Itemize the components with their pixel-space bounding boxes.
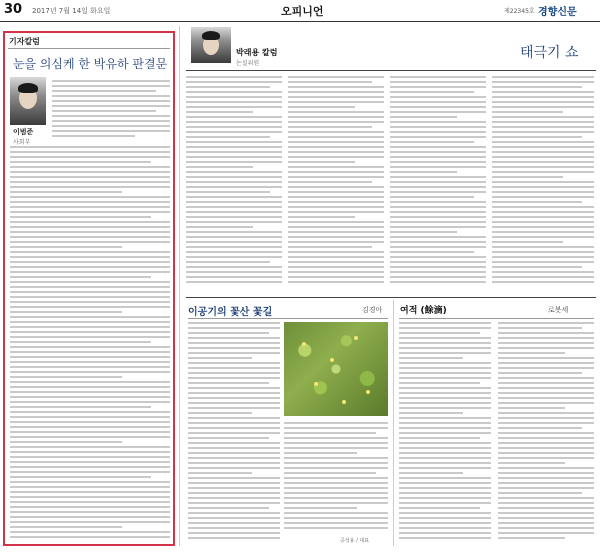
column-headline-right: 태극기 쇼 <box>520 45 579 61</box>
article-body-intro <box>52 80 170 142</box>
author-dept: 사회부 <box>13 139 31 146</box>
yeojeok-text-1 <box>399 322 491 546</box>
columnist-photo <box>191 27 231 63</box>
lower-column-divider <box>393 300 394 546</box>
flower-photo <box>284 322 388 416</box>
essay-text-2 <box>284 422 388 534</box>
article-body <box>10 146 170 540</box>
column-text-3 <box>390 76 486 292</box>
essay-text-1 <box>188 322 280 546</box>
issue-date: 2017년 7월 14일 화요일 <box>32 7 111 15</box>
newspaper-logo: 경향신문 <box>538 7 577 18</box>
label-divider <box>8 48 170 49</box>
columnist-name: 박래용 칼럼 <box>236 48 278 57</box>
yeojeok-title: 로봇세 <box>548 306 569 314</box>
essay-rule <box>188 318 388 319</box>
essay-headline: 이공기의 꽃산 꽃길 <box>188 307 273 318</box>
column-divider <box>179 26 180 546</box>
page-header <box>0 0 600 22</box>
columnist-title: 논설위원 <box>236 60 260 67</box>
author-name: 이범준 <box>13 128 34 136</box>
column-top-rule <box>186 70 596 71</box>
page-number: 30 <box>4 2 23 17</box>
header-divider <box>0 21 600 22</box>
column-text-2 <box>288 76 384 292</box>
mid-section-rule <box>186 297 596 298</box>
yeojeok-label: 여적 (餘滴) <box>400 306 447 316</box>
author-photo <box>10 77 46 125</box>
column-label: 기자칼럼 <box>9 37 40 46</box>
column-text-4 <box>492 76 594 292</box>
section-title: 오피니언 <box>281 5 324 18</box>
column-text-1 <box>186 76 282 292</box>
yeojeok-rule <box>399 318 594 319</box>
essay-author: 김경아 <box>362 306 383 314</box>
column-headline: 눈을 의심케 한 박유하 판결문 <box>12 57 168 71</box>
yeojeok-text-2 <box>498 322 594 546</box>
edition-number: 제22345호 <box>504 8 535 15</box>
photo-credit: 공석용 / 대표 <box>340 538 370 544</box>
